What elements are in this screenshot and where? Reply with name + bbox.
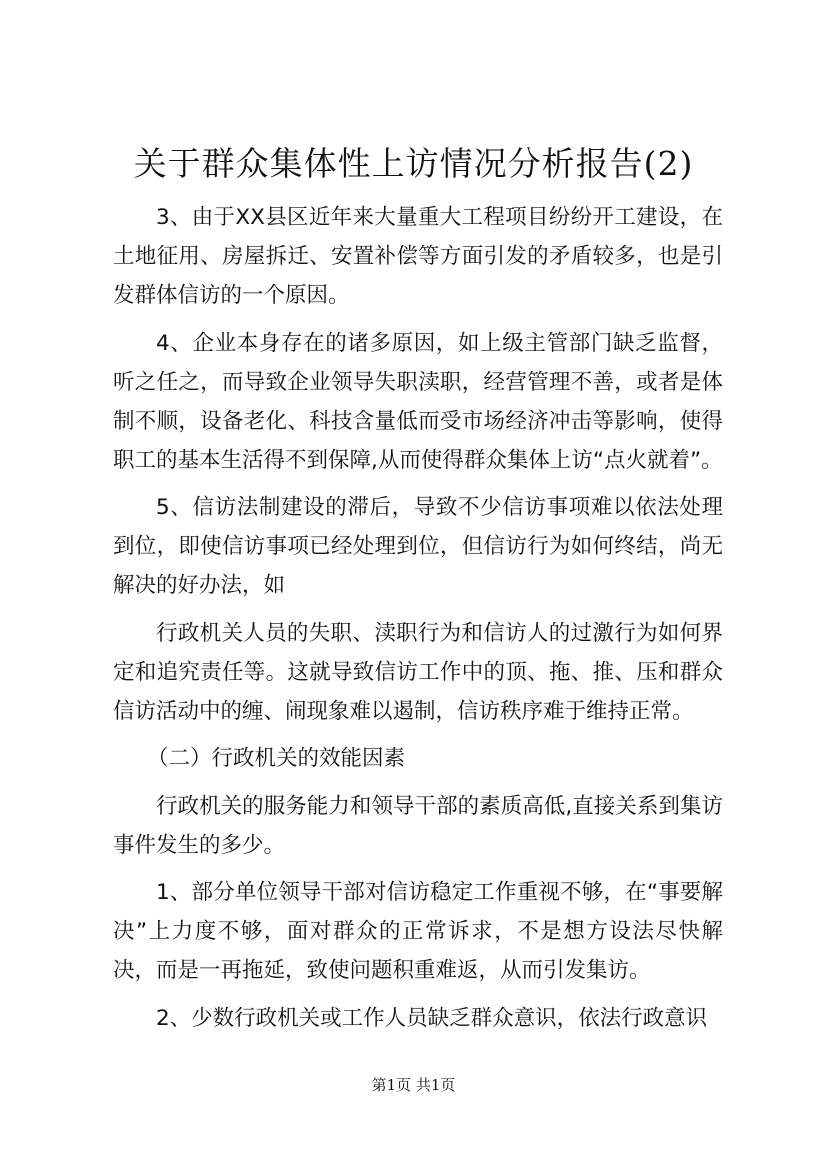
paragraph-continuation: 行政机关人员的失职、渎职行为和信访人的过激行为如何界定和追究责任等。这就导致信访工作中的顶、拖、推、压和群众信访活动中的缠、闹现象难以遏制，信访秩序难于维持正常。 (113, 620, 723, 724)
paragraph-4: 4、企业本身存在的诸多原因，如上级主管部门缺乏监督，听之任之，而导致企业领导失职渎职，经营管理不善，或者是体制不顺，设备老化、科技含量低而受市场经济冲击等影响，使得职工的基本生活得不到保障,从而使得群众集体上访“点火就着”。 (113, 330, 723, 473)
paragraph-5: 5、信访法制建设的滞后，导致不少信访事项难以依法处理到位，即使信访事项已经处理到位，但信访行为如何终结，尚无解决的好办法，如 (113, 495, 723, 598)
paragraph-item-2: 2、少数行政机关或工作人员缺乏群众意识，依法行政意识 (156, 1005, 708, 1031)
document-body (113, 198, 723, 1046)
paragraph-3: 3、由于XX县区近年来大量重大工程项目纷纷开工建设，在土地征用、房屋拆迁、安置补偿等方面引发的矛盾较多，也是引发群体信访的一个原因。 (113, 205, 723, 308)
paragraph-item-1: 1、部分单位领导干部对信访稳定工作重视不够，在“事要解决”上力度不够，面对群众的正常诉求，不是想方设法尽快解决，而是一再拖延，致使问题积重难返，从而引发集访。 (113, 880, 723, 983)
document-title: 关于群众集体性上访情况分析报告(2) (133, 144, 694, 183)
paragraph-efficiency-intro: 行政机关的服务能力和领导干部的素质高低,直接关系到集访事件发生的多少。 (113, 793, 723, 858)
section-heading: （二）行政机关的效能因素 (147, 746, 406, 771)
page-footer: 第1页 共1页 (371, 1076, 456, 1094)
